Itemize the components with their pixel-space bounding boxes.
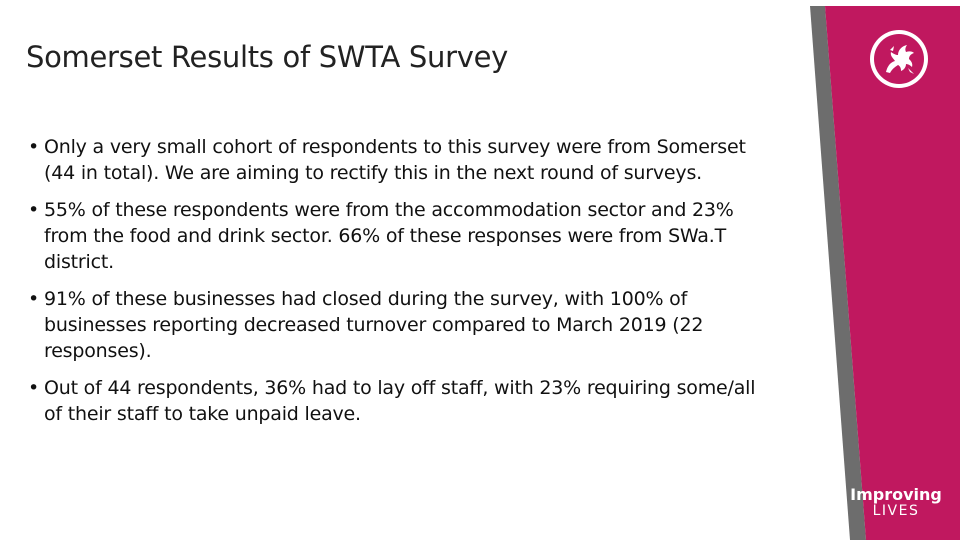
bullet-text: Out of 44 respondents, 36% had to lay off staff, with 23% requiring some/all of their staff to take unpaid leave.: [44, 377, 756, 425]
improving-lives-logo: [848, 486, 944, 519]
bullet-marker: •: [28, 288, 40, 310]
bullet-item: [26, 197, 756, 275]
bullet-marker: •: [28, 199, 40, 221]
bullet-text: 91% of these businesses had closed during the survey, with 100% of businesses reporting decreased turnover compared to March 2019 (22 responses).: [44, 288, 704, 362]
bullet-item: [26, 134, 756, 186]
dragon-crest-icon: [868, 28, 930, 90]
logo-text-improving: Improving: [850, 485, 942, 504]
bullet-list: [26, 134, 756, 438]
bullet-item: [26, 375, 756, 427]
bullet-item: [26, 286, 756, 364]
bullet-marker: •: [28, 377, 40, 399]
slide-title: Somerset Results of SWTA Survey: [26, 40, 508, 74]
bullet-text: 55% of these respondents were from the accommodation sector and 23% from the food and drink sector. 66% of these responses were from SWa.T district.: [44, 199, 734, 273]
bullet-text: Only a very small cohort of respondents to this survey were from Somerset (44 in total). We are aiming to rectify this in the next round of surveys.: [44, 136, 746, 184]
logo-text-lives: LIVES: [872, 503, 920, 519]
bullet-marker: •: [28, 136, 40, 158]
